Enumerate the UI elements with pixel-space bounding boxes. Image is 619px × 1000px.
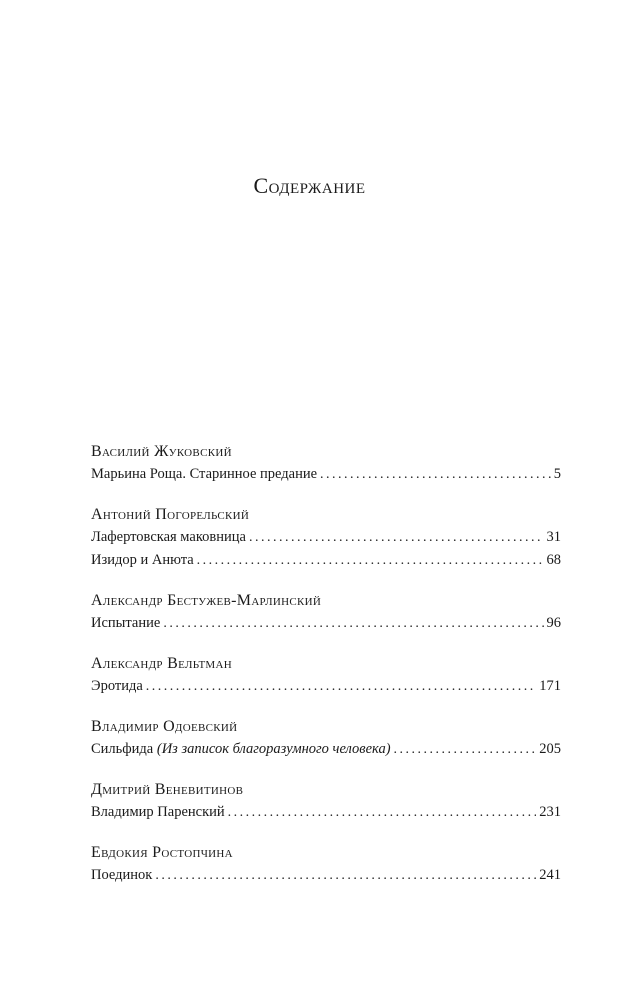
author-name: Евдокия Ростопчина	[91, 844, 233, 861]
toc-section	[91, 504, 561, 572]
toc-entry[interactable]	[91, 864, 561, 887]
entry-title	[91, 801, 225, 823]
page-number: 5	[553, 466, 561, 482]
toc-section	[91, 779, 561, 824]
entry-title-text: Изидор и Анюта	[91, 552, 194, 568]
dot-leader	[228, 802, 537, 824]
toc-section	[91, 441, 561, 486]
entry-title	[91, 612, 160, 634]
dot-leader	[146, 676, 536, 698]
entry-title-text: Марьина Роща. Старинное предание	[91, 466, 318, 482]
entry-title	[91, 675, 143, 697]
entry-title	[91, 864, 152, 886]
page-number: 241	[539, 867, 561, 883]
author-name: Александр Вельтман	[91, 655, 232, 672]
page-number: 171	[539, 678, 561, 694]
entry-title	[91, 526, 246, 548]
entry-title	[91, 549, 194, 571]
toc-entry[interactable]	[91, 801, 561, 824]
dot-leader	[394, 739, 537, 761]
page-number: 231	[539, 804, 561, 820]
dot-leader	[249, 527, 544, 549]
entry-title-text: Владимир Паренский	[91, 804, 225, 820]
toc-section	[91, 716, 561, 761]
table-of-contents	[91, 441, 561, 905]
page-number: 205	[539, 741, 561, 757]
dot-leader	[197, 550, 544, 572]
toc-entry[interactable]	[91, 675, 561, 698]
entry-title	[91, 463, 317, 485]
entry-title-text: Поединок	[91, 867, 153, 883]
toc-section	[91, 590, 561, 635]
page-number: 31	[546, 529, 561, 545]
toc-entry[interactable]	[91, 463, 561, 486]
toc-entry[interactable]	[91, 549, 561, 572]
author-name: Дмитрий Веневитинов	[91, 781, 244, 798]
page-number: 68	[546, 552, 561, 568]
entry-subtitle: (Из записок благоразумного человека)	[156, 741, 391, 757]
toc-section	[91, 653, 561, 698]
toc-entry[interactable]	[91, 738, 561, 761]
page-number: 96	[546, 615, 561, 631]
entry-title-text: Лафертовская маковница	[91, 529, 246, 545]
toc-entry[interactable]	[91, 526, 561, 549]
page-title: Содержание	[253, 173, 366, 198]
author-name: Василий Жуковский	[91, 443, 232, 460]
dot-leader	[320, 464, 551, 486]
entry-title-text: Сильфида	[91, 741, 154, 757]
author-name: Владимир Одоевский	[91, 718, 238, 735]
dot-leader	[163, 613, 543, 635]
author-name: Александр Бестужев-Марлинский	[91, 592, 322, 609]
entry-title-text: Испытание	[91, 615, 161, 631]
author-name: Антоний Погорельский	[91, 506, 250, 523]
toc-section	[91, 842, 561, 887]
entry-title	[91, 738, 391, 760]
dot-leader	[155, 865, 536, 887]
entry-title-text: Эротида	[91, 678, 143, 694]
toc-entry[interactable]	[91, 612, 561, 635]
